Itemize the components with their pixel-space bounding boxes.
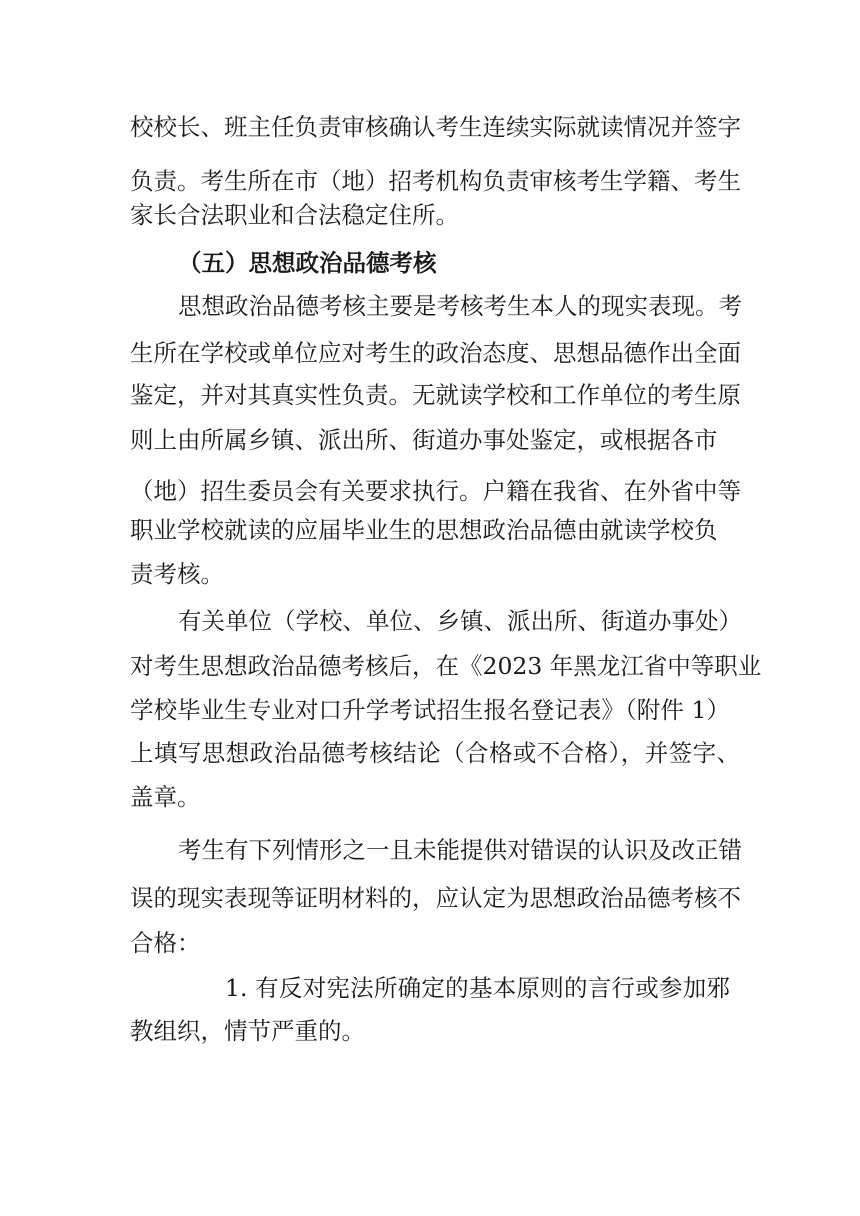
paragraph-2-line-1: 思想政治品德考核主要是考核考生本人的现实表现。考 [178, 292, 742, 320]
paragraph-1-line-1: 校校长、班主任负责审核确认考生连续实际就读情况并签字 [130, 113, 741, 141]
paragraph-2-line-7: 责考核。 [130, 560, 224, 588]
paragraph-2-line-6: 职业学校就读的应届毕业生的思想政治品德由就读学校负 [130, 516, 718, 544]
paragraph-3-line-5: 盖章。 [130, 783, 201, 811]
paragraph-4-line-2: 误的现实表现等证明材料的，应认定为思想政治品德考核不 [130, 884, 741, 912]
paragraph-2-line-4: 则上由所属乡镇、派出所、街道办事处鉴定，或根据各市 [130, 426, 718, 454]
list-item-1-line-2: 教组织，情节严重的。 [130, 1017, 365, 1045]
paragraph-4-line-1: 考生有下列情形之一且未能提供对错误的认识及改正错 [178, 836, 742, 864]
paragraph-3-line-4: 上填写思想政治品德考核结论（合格或不合格），并签字、 [130, 739, 740, 767]
paragraph-1-line-2: 负责。考生所在市（地）招考机构负责审核考生学籍、考生 [130, 167, 741, 195]
paragraph-2-line-3: 鉴定，并对其真实性负责。无就读学校和工作单位的考生原 [130, 381, 741, 409]
section-heading: （五）思想政治品德考核 [178, 249, 437, 277]
paragraph-3-line-2: 对考生思想政治品德考核后，在《2023 年黑龙江省中等职业 [130, 652, 762, 680]
paragraph-4-line-3: 合格： [130, 929, 201, 957]
paragraph-2-line-5: （地）招生委员会有关要求执行。户籍在我省、在外省中等 [130, 477, 741, 505]
paragraph-3-line-3: 学校毕业生专业对口升学考试招生报名登记表》（附件 1） [130, 696, 730, 724]
list-item-1-line-1: 1. 有反对宪法所确定的基本原则的言行或参加邪 [225, 974, 730, 1002]
paragraph-1-line-3: 家长合法职业和合法稳定住所。 [130, 201, 459, 229]
paragraph-2-line-2: 生所在学校或单位应对考生的政治态度、思想品德作出全面 [130, 339, 741, 367]
paragraph-3-line-1: 有关单位（学校、单位、乡镇、派出所、街道办事处） [178, 607, 742, 635]
